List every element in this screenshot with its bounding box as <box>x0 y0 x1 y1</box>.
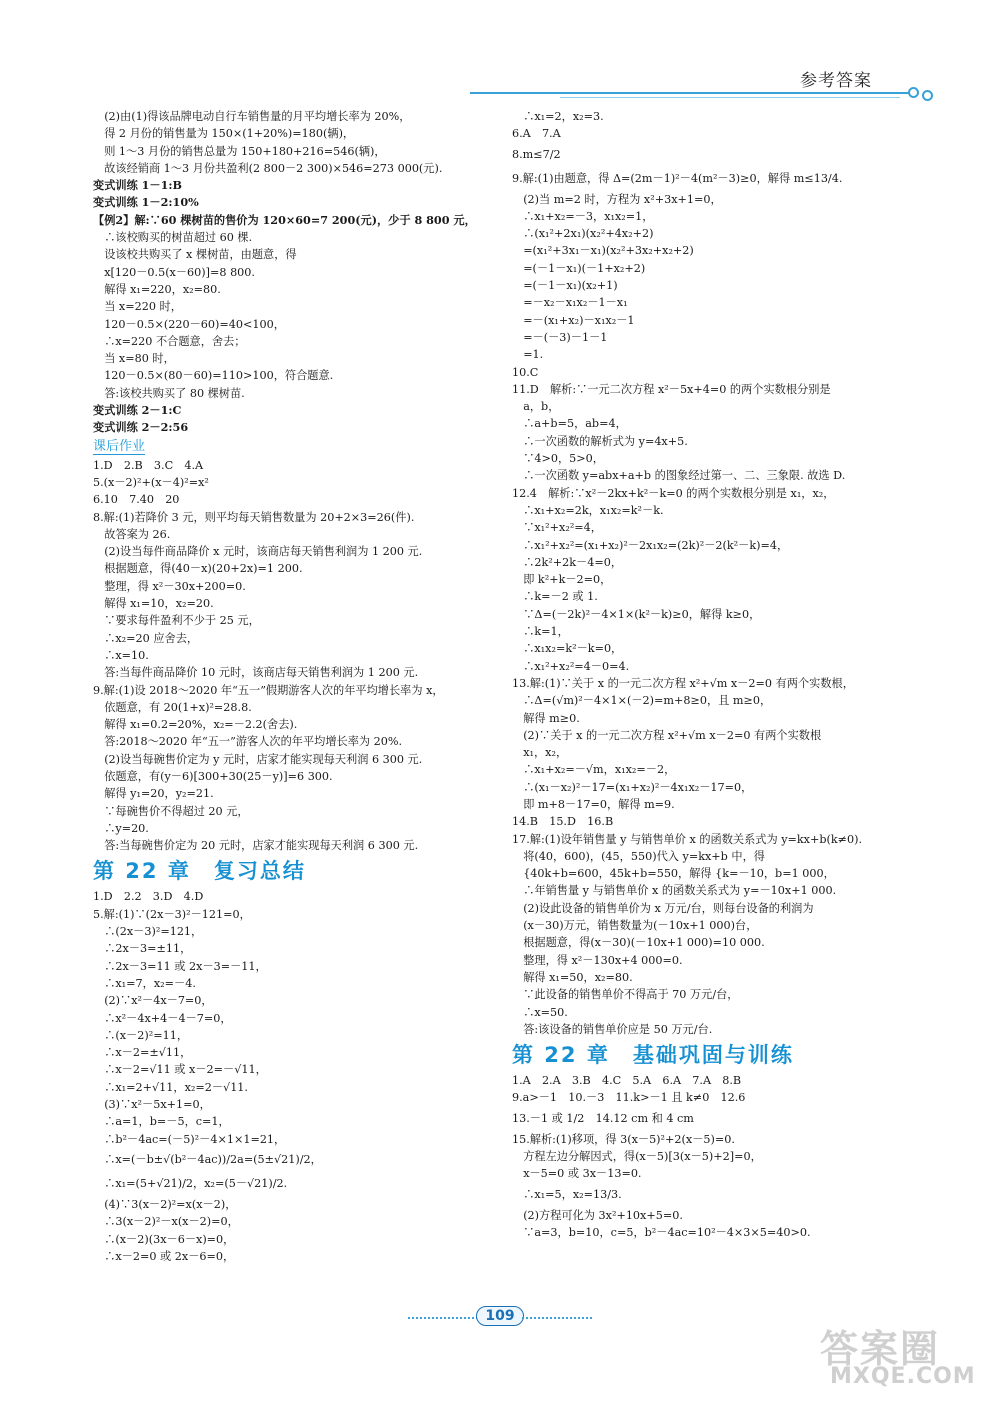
right-column-line: (2)∵关于 x 的一元二次方程 x²+√m x－2=0 有两个实数根 <box>512 728 822 742</box>
left-column-line: ∵每碗售价不得超过 20 元， <box>93 804 249 818</box>
left-column-line: ∴a=1，b=－5，c=1， <box>93 1115 230 1129</box>
left-column-line: 变式训练 2－2:56 <box>93 420 189 435</box>
right-column-line: ∴一次函数 y=abx+a+b 的图象经过第一、二、三象限. 故选 D. <box>512 469 846 483</box>
page-number-dots-right <box>522 1317 592 1319</box>
left-column-line: ∵要求每件盈利不少于 25 元， <box>93 614 260 628</box>
left-column-line: ∴y=20. <box>93 821 149 835</box>
right-column-line: x₁，x₂， <box>512 746 568 760</box>
left-column-line: 6.10 7.40 20 <box>93 493 180 507</box>
right-column-line: 14.B 15.D 16.B <box>512 815 614 829</box>
right-column-line: ∴x₁²+x₂²=4－0=4. <box>512 659 630 673</box>
left-column-line: 第 22 章 复习总结 <box>93 859 306 884</box>
right-column-line: 8.m≤7/2 <box>512 147 561 161</box>
right-column-line: 11.D 解析:∵一元二次方程 x²－5x+4=0 的两个实数根分别是 <box>512 382 831 396</box>
right-column-line: ∴a+b=5，ab=4， <box>512 417 627 431</box>
right-column-line: 10.C <box>512 365 539 379</box>
left-column-line: 设该校共购买了 x 棵树苗，由题意，得 <box>93 248 297 262</box>
right-column-line: ∴(x₁²+2x₁)(x₂²+4x₂+2) <box>512 227 654 241</box>
right-column-line: 9.a>－1 10.－3 11.k>－1 且 k≠0 12.6 <box>512 1091 746 1105</box>
left-column-line: ∴(x－2)²=11， <box>93 1028 189 1042</box>
right-column-line: =(－1－x₁)(x₂+1) <box>512 279 618 293</box>
left-column-line: ∴x－2=√11 或 x－2=－√11， <box>93 1063 267 1077</box>
left-column-line: 答:当每件商品降价 10 元时，该商店每天销售利润为 1 200 元. <box>93 666 419 680</box>
left-column-line: 1.D 2.2 3.D 4.D <box>93 890 204 904</box>
left-column-line: 5.(x－2)²+(x－4)²=x² <box>93 475 209 489</box>
right-column-line: 6.A 7.A <box>512 127 561 141</box>
left-column-line: x[120－0.5(x－60)]=8 800. <box>93 265 255 279</box>
left-column-line: 则 1～3 月份的销售总量为 150+180+216=546(辆)， <box>93 144 386 158</box>
left-column-line: ∴该校购买的树苗超过 60 棵. <box>93 231 253 245</box>
right-column-line: a，b， <box>512 400 560 414</box>
right-column-line: ∴x₁+x₂=2k，x₁x₂=k²－k. <box>512 503 664 517</box>
right-column-line: 第 22 章 基础巩固与训练 <box>512 1043 794 1068</box>
left-column-line <box>93 437 493 457</box>
left-column-line: ∴2x－3=±11， <box>93 942 192 956</box>
left-column-line: ∴x=220 不合题意，舍去； <box>93 334 246 348</box>
left-column-line: ∴2x－3=11 或 2x－3=－11， <box>93 959 267 973</box>
section-heading: 课后作业 <box>93 438 146 454</box>
right-column-line: x－5=0 或 3x－13=0. <box>512 1167 642 1181</box>
right-column-line: ∴Δ=(√m)²－4×1×(－2)=m+8≥0，且 m≥0， <box>512 694 772 708</box>
left-column-line: ∴x₁=7，x₂=－4. <box>93 976 196 990</box>
header-dot-icon <box>922 90 933 101</box>
right-column-line: 即 k²+k－2=0， <box>512 573 612 587</box>
right-column-line: 即 m+8－17=0，解得 m=9. <box>512 797 675 811</box>
right-column-line: ∴x₁+x₂=－√m，x₁x₂=－2， <box>512 763 676 777</box>
header-title: 参考答案 <box>800 71 872 91</box>
left-column-line: (2)∵x²－4x－7=0， <box>93 994 213 1008</box>
right-column-line: 17.解:(1)设年销售量 y 与销售单价 x 的函数关系式为 y=kx+b(k≠0). <box>512 832 863 846</box>
right-column-line: =1. <box>512 348 544 362</box>
left-column-line: 答:当每碗售价定为 20 元时，店家才能实现每天利润 6 300 元. <box>93 839 419 853</box>
watermark-url: MXQE.COM <box>830 1364 976 1389</box>
right-column-line: 12.4 解析:∵x²－2kx+k²－k=0 的两个实数根分别是 x₁，x₂， <box>512 486 835 500</box>
left-column-line: 故答案为 26. <box>93 527 171 541</box>
left-column-line: 1.D 2.B 3.C 4.A <box>93 458 204 472</box>
left-column-line: 依题意，有(y－6)[300+30(25－y)]=6 300. <box>93 769 333 783</box>
right-column-line: (2)设此设备的销售单价为 x 万元/台，则每台设备的利润为 <box>512 901 814 915</box>
left-column-line: (2)设当每碗售价定为 y 元时，店家才能实现每天利润 6 300 元. <box>93 752 423 766</box>
left-column-line: 得 2 月份的销售量为 150×(1+20%)=180(辆)， <box>93 127 355 141</box>
left-column-line: 当 x=80 时， <box>93 352 175 366</box>
left-column-line: 解得 x₁=220，x₂=80. <box>93 282 221 296</box>
left-column-line: ∴x₁=2+√11，x₂=2－√11. <box>93 1080 248 1094</box>
right-column-line: 答:该设备的销售单价应是 50 万元/台. <box>512 1022 713 1036</box>
left-column-line: (2)由(1)得该品牌电动自行车销售量的月平均增长率为 20%， <box>93 110 411 123</box>
right-column-line: 解得 x₁=50，x₂=80. <box>512 970 633 984</box>
right-column-line: =－(－3)－1－1 <box>512 330 608 344</box>
left-column-line: 答:该校共购买了 80 棵树苗. <box>93 386 245 400</box>
right-column-line: 整理，得 x²－130x+4 000=0. <box>512 953 683 967</box>
right-column-line: 1.A 2.A 3.B 4.C 5.A 6.A 7.A 8.B <box>512 1074 742 1088</box>
right-column-line: ∴x₁x₂=k²－k=0， <box>512 642 623 656</box>
right-column-line: =(－1－x₁)(－1+x₂+2) <box>512 261 646 275</box>
watermark <box>820 1318 976 1389</box>
header-rule-thin <box>560 97 900 98</box>
header-dot-icon <box>908 87 919 98</box>
left-column-line: 故该经销商 1～3 月份共盈利(2 800－2 300)×546=273 000(元). <box>93 161 443 175</box>
right-column-line: (x－30)万元，销售数量为(－10x+1 000)台， <box>512 919 758 933</box>
header-rule <box>470 92 910 94</box>
left-column-line: ∴x₂=20 应舍去， <box>93 631 199 645</box>
left-column-line: 解得 x₁=10，x₂=20. <box>93 597 214 611</box>
left-column-line: 整理，得 x²－30x+200=0. <box>93 579 246 593</box>
right-column-line: ∵a=3，b=10，c=5，b²－4ac=10²－4×3×5=40>0. <box>512 1225 811 1239</box>
left-column-line: 120－0.5×(80－60)=110>100，符合题意. <box>93 369 334 383</box>
right-column-line: 13.解:(1)∵关于 x 的一元二次方程 x²+√m x－2=0 有两个实数根， <box>512 676 854 690</box>
right-column-line: ∴k=1， <box>512 625 569 639</box>
right-column-line: ∵Δ=(－2k)²－4×1×(k²－k)≥0，解得 k≥0， <box>512 607 761 621</box>
right-column-line: 方程左边分解因式，得(x－5)[3(x－5)+2]=0， <box>512 1150 762 1164</box>
right-column-line: ∴k=－2 或 1. <box>512 590 598 604</box>
right-column-line: ∵4>0，5>0， <box>512 452 604 466</box>
right-column-line: 9.解:(1)由题意，得 Δ=(2m－1)²－4(m²－3)≥0，解得 m≤13/4. <box>512 171 843 185</box>
right-column-line: ∴x=50. <box>512 1005 568 1019</box>
right-column-line: ∴x₁²+x₂²=(x₁+x₂)²－2x₁x₂=(2k)²－2(k²－k)=4， <box>512 538 789 552</box>
right-column-line: ∵x₁²+x₂²=4， <box>512 521 602 535</box>
left-column-line: 当 x=220 时， <box>93 300 182 314</box>
right-column-line: ∴x₁+x₂=－3，x₁x₂=1， <box>512 209 654 223</box>
left-column-line: ∴x=10. <box>93 648 149 662</box>
left-column <box>93 108 493 1265</box>
right-column-line: ∴x₁=5，x₂=13/3. <box>512 1187 622 1201</box>
right-column-line: 将(40，600)，(45，550)代入 y=kx+b 中，得 <box>512 849 765 863</box>
right-column-line: (2)当 m=2 时，方程为 x²+3x+1=0， <box>512 192 722 206</box>
left-column-line: ∴x=(－b±√(b²－4ac))/2a=(5±√21)/2， <box>93 1152 322 1166</box>
right-column-line: ∴2k²+2k－4=0， <box>512 555 623 569</box>
right-column-line: ∵此设备的销售单价不得高于 70 万元/台， <box>512 988 739 1002</box>
left-column-line: 【例2】解:∵60 棵树苗的售价为 120×60=7 200(元)，少于 8 800 元， <box>93 212 476 227</box>
left-column-line: ∴x₁=(5+√21)/2，x₂=(5－√21)/2. <box>93 1176 288 1190</box>
left-column-line: 8.解:(1)若降价 3 元，则平均每天销售数量为 20+2×3=26(件). <box>93 510 415 524</box>
page-number: 109 <box>476 1306 523 1326</box>
right-column-line: =－x₂－x₁x₂－1－x₁ <box>512 296 628 310</box>
left-column-line: ∴(2x－3)²=121， <box>93 925 203 939</box>
left-column-line: 变式训练 2－1:C <box>93 403 182 418</box>
left-column-line: 变式训练 1－1:B <box>93 178 182 193</box>
right-column <box>512 108 932 1241</box>
left-column-line: ∴3(x－2)²－x(x－2)=0， <box>93 1215 239 1229</box>
right-column-line: =－(x₁+x₂)－x₁x₂－1 <box>512 313 635 327</box>
right-column-line: (2)方程可化为 3x²+10x+5=0. <box>512 1208 683 1222</box>
right-column-line: 15.解析:(1)移项，得 3(x－5)²+2(x－5)=0. <box>512 1132 735 1146</box>
right-column-line: ∴年销售量 y 与销售单价 x 的函数关系式为 y=－10x+1 000. <box>512 884 837 898</box>
left-column-line: ∴(x－2)(3x－6－x)=0， <box>93 1232 235 1246</box>
left-column-line: 根据题意，得(40－x)(20+2x)=1 200. <box>93 562 303 576</box>
watermark-logo: 答案圈 <box>820 1327 941 1371</box>
left-column-line: (2)设当每件商品降价 x 元时，该商店每天销售利润为 1 200 元. <box>93 545 423 559</box>
right-column-line: 解得 m≥0. <box>512 711 580 725</box>
left-column-line: (3)∵x²－5x+1=0， <box>93 1098 211 1112</box>
left-column-line: 依题意，有 20(1+x)²=28.8. <box>93 700 252 714</box>
left-column-line: ∴x²－4x+4－4－7=0， <box>93 1011 232 1025</box>
left-column-line: 答:2018～2020 年“五一”游客人次的年平均增长率为 20%. <box>93 735 403 749</box>
right-column-line: 根据题意，得(x－30)(－10x+1 000)=10 000. <box>512 936 765 950</box>
right-column-line: =(x₁²+3x₁－x₁)(x₂²+3x₂+x₂+2) <box>512 244 694 258</box>
left-column-line: 解得 x₁=0.2=20%，x₂=－2.2(舍去). <box>93 718 298 732</box>
right-column-line: 13.－1 或 1/2 14.12 cm 和 4 cm <box>512 1111 694 1125</box>
left-column-line: 解得 y₁=20，y₂=21. <box>93 787 214 801</box>
left-column-line: ∴b²－4ac=(－5)²－4×1×1=21， <box>93 1132 286 1146</box>
left-column-line: ∴x－2=±√11， <box>93 1046 192 1060</box>
left-column-line: 120－0.5×(220－60)=40<100， <box>93 317 285 331</box>
left-column-line: ∴x－2=0 或 2x－6=0， <box>93 1249 235 1263</box>
right-column-line: ∴一次函数的解析式为 y=4x+5. <box>512 434 688 448</box>
left-column-line: 变式训练 1－2:10% <box>93 195 199 210</box>
left-column-line: 5.解:(1)∵(2x－3)²－121=0， <box>93 907 251 921</box>
left-column-line: (4)∵3(x－2)²=x(x－2)， <box>93 1197 237 1211</box>
right-column-line: ∴(x₁－x₂)²－17=(x₁+x₂)²－4x₁x₂－17=0， <box>512 780 753 794</box>
right-column-line: {40k+b=600，45k+b=550，解得 {k=－10，b=1 000， <box>512 867 835 881</box>
right-column-line: ∴x₁=2，x₂=3. <box>512 110 604 123</box>
left-column-line: 9.解:(1)设 2018～2020 年“五一”假期游客人次的年平均增长率为 x， <box>93 683 444 697</box>
